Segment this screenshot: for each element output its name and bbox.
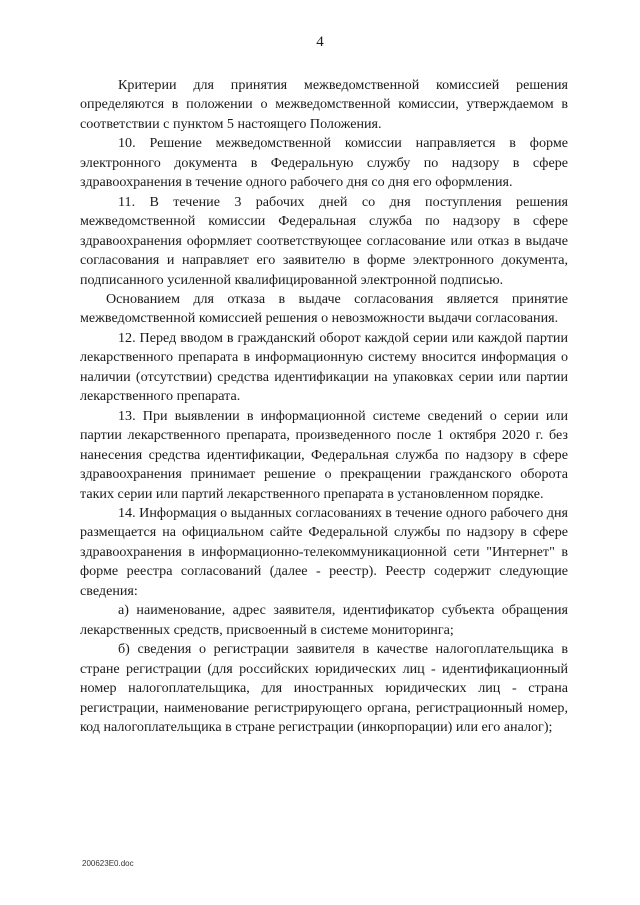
paragraph-13: 13. При выявлении в информационной системе сведений о серии или партии лекарственного препарата, произведенного после 1 октября 2020 г. без нанесения средства идентификации, Федеральная служба по надзору в сфере здравоохранения принимает решение о прекращении гражданского оборота таких серии или партий лекарственного препарата в установленном порядке.	[80, 407, 568, 502]
paragraph-10: 10. Решение межведомственной комиссии направляется в форме электронного документа в Федеральную службу по надзору в сфере здравоохранения в течение одного рабочего дня со дня его оформления.	[80, 135, 568, 191]
paragraph-refusal-basis: Основанием для отказа в выдаче согласования является принятие межведомственной комиссией решения о невозможности выдачи согласования.	[80, 290, 568, 327]
paragraph-14: 14. Информация о выданных согласованиях в течение одного рабочего дня размещается на официальном сайте Федеральной службы по надзору в сфере здравоохранения в информационно-телекоммуникационной сети "Интернет" в форме реестра согласований (далее - реестр). Реестр содержит следующие сведения:	[80, 504, 568, 599]
paragraph-12: 12. Перед вводом в гражданский оборот каждой серии или каждой партии лекарственного препарата в информационную систему вносится информация о наличии (отсутствии) средства идентификации на упаковках серии или партии лекарственного препарата.	[80, 329, 568, 405]
paragraph-criteria: Критерии для принятия межведомственной комиссией решения определяются в положении о межведомственной комиссии, утверждаемом в соответствии с пунктом 5 настоящего Положения.	[80, 77, 568, 132]
page-number: 4	[316, 34, 324, 50]
paragraph-14-b: б) сведения о регистрации заявителя в качестве налогоплательщика в стране регистрации (для российских юридических лиц - идентификационный номер налогоплательщика, для иностранных юридических лиц - страна регистрации, наименование регистрирующего органа, регистрационный номер, код налогоплательщика в стране регистрации (инкорпорации) или его аналог);	[80, 641, 568, 735]
footer-file-code: 200623E0.doc	[82, 859, 134, 868]
paragraph-11: 11. В течение 3 рабочих дней со дня поступления решения межведомственной комиссии Федеральная служба по надзору в сфере здравоохранения оформляет соответствующее согласование или отказ в выдаче согласования и направляет его заявителю в форме электронного документа, подписанного усиленной квалифицированной электронной подписью.	[80, 193, 568, 288]
document-body	[80, 76, 568, 737]
paragraph-14-a: а) наименование, адрес заявителя, идентификатор субъекта обращения лекарственных средств, присвоенный в системе мониторинга;	[80, 602, 568, 638]
